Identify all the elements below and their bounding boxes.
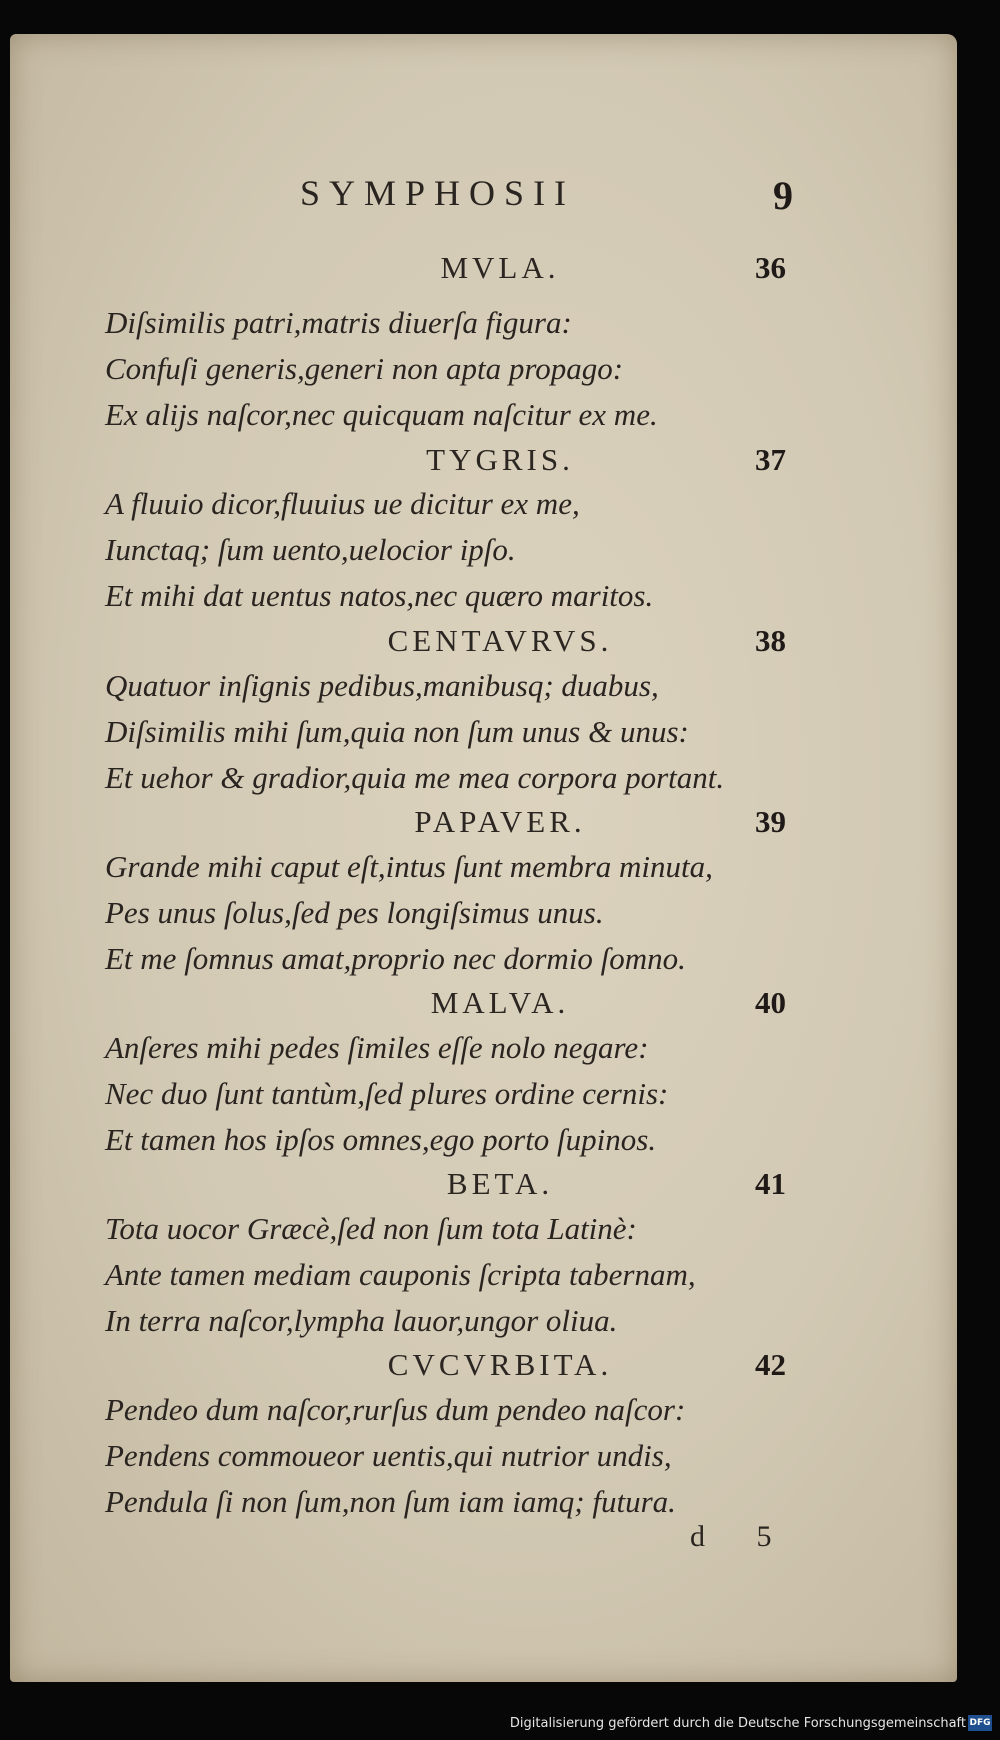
riddle-number: 37 <box>755 442 786 477</box>
riddle-number: 39 <box>755 804 786 839</box>
verse-line: Pendeo dum naſcor,rurſus dum pendeo naſcor: <box>105 1392 686 1427</box>
riddle-title: CENTAVRVS. <box>387 623 613 658</box>
verse-line: Iunctaq; ſum uento,uelocior ipſo. <box>105 532 516 567</box>
verse-line: Tota uocor Græcè,ſed non ſum tota Latinè: <box>105 1211 637 1246</box>
verse-line: Pendens commoueor uentis,qui nutrior undis, <box>105 1438 672 1473</box>
riddle-number: 42 <box>755 1347 786 1382</box>
riddle-title: MVLA. <box>440 250 560 285</box>
verse-line: Ante tamen mediam cauponis ſcripta tabernam, <box>105 1257 696 1292</box>
running-head: SYMPHOSII <box>300 173 576 213</box>
riddle-number: 38 <box>755 623 786 658</box>
verse-line: Anſeres mihi pedes ſimiles eſſe nolo negare: <box>105 1030 649 1065</box>
verse-line: Diſsimilis mihi ſum,quia non ſum unus & unus: <box>105 714 689 749</box>
dfg-logo-icon: DFG <box>968 1715 992 1731</box>
riddle-title: MALVA. <box>430 985 570 1020</box>
verse-line: In terra naſcor,lympha lauor,ungor oliua. <box>105 1303 618 1338</box>
riddle-title: BETA. <box>446 1166 554 1201</box>
verse-line: Grande mihi caput eſt,intus ſunt membra minuta, <box>105 849 713 884</box>
page-number: 9 <box>773 173 793 218</box>
riddle-number: 36 <box>755 250 786 285</box>
verse-line: Et mihi dat uentus natos,nec quæro maritos. <box>105 578 654 613</box>
verse-line: Pendula ſi non ſum,non ſum iam iamq; futura. <box>105 1484 676 1519</box>
riddle-title: CVCVRBITA. <box>387 1347 613 1382</box>
riddle-number: 41 <box>755 1166 786 1201</box>
riddle-title: TYGRIS. <box>426 442 574 477</box>
verse-line: Nec duo ſunt tantùm,ſed plures ordine cernis: <box>105 1076 669 1111</box>
verse-line: A fluuio dicor,fluuius ue dicitur ex me, <box>105 486 580 521</box>
verse-line: Et uehor & gradior,quia me mea corpora portant. <box>105 760 725 795</box>
verse-line: Confuſi generis,generi non apta propago: <box>105 351 624 386</box>
verse-line: Et me ſomnus amat,proprio nec dormio ſomno. <box>105 941 686 976</box>
riddle-number: 40 <box>755 985 786 1020</box>
digitization-credit: Digitalisierung gefördert durch die Deutsche Forschungsgemeinschaft <box>509 1716 966 1731</box>
verse-line: Quatuor inſignis pedibus,manibusq; duabus, <box>105 668 659 703</box>
verse-line: Et tamen hos ipſos omnes,ego porto ſupinos. <box>105 1122 657 1157</box>
signature-mark: d 5 <box>690 1520 794 1553</box>
verse-line: Ex alijs naſcor,nec quicquam naſcitur ex me. <box>105 397 658 432</box>
verse-line: Pes unus ſolus,ſed pes longiſsimus unus. <box>105 895 604 930</box>
verse-line: Diſsimilis patri,matris diuerſa figura: <box>105 305 572 340</box>
riddle-title: PAPAVER. <box>414 804 586 839</box>
